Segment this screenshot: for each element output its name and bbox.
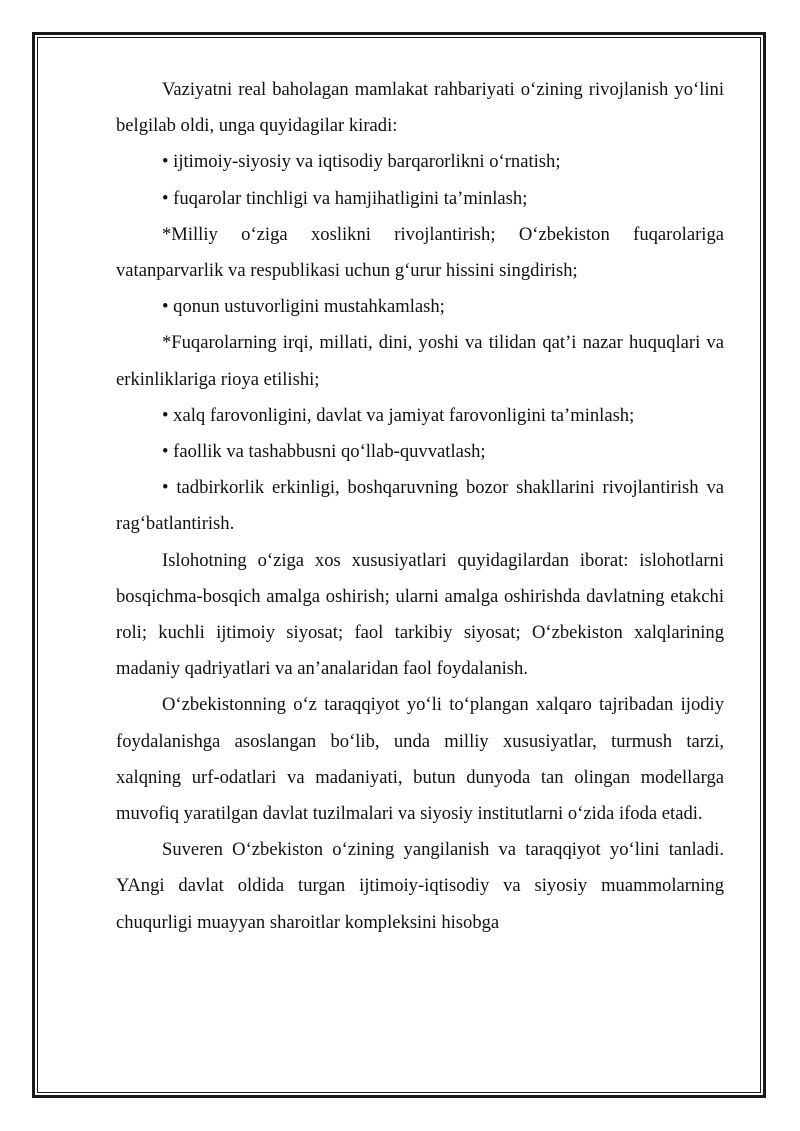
paragraph-development-path: O‘zbekistonning o‘z taraqqiyot yo‘li to‘plangan xalqaro tajribadan ijodiy foydalanishga asoslangan bo‘lib, unda milliy xususiyatlar, turmush tarzi, xalqning urf-odatlari va madaniyati, butun dunyoda tan olingan modellarga muvofiq yaratilgan davlat tuzilmalari va siyosiy institutlarni o‘zida ifoda etadi. (116, 694, 724, 825)
list-item-initiative: • faollik va tashabbusni qo‘llab-quvvatlash; (162, 441, 486, 463)
paragraph-intro: Vaziyatni real baholagan mamlakat rahbariyati o‘zining rivojlanish yo‘lini belgilab oldi, unga quyidagilar kiradi: (116, 79, 724, 137)
list-item-civil-peace: • fuqarolar tinchligi va hamjihatligini ta’minlash; (162, 187, 528, 209)
paragraph-sovereign-uzbekistan: Suveren O‘zbekiston o‘zining yangilanish va taraqqiyot yo‘lini tanladi. YAngi davlat oldida turgan ijtimoiy-iqtisodiy va siyosiy muammolarning chuqurligi muayyan sharoitlar kompleksini hisobga (116, 839, 724, 933)
list-item-entrepreneurship: • tadbirkorlik erkinligi, boshqaruvning bozor shakllarini rivojlantirish va rag‘batlantirish. (116, 477, 724, 535)
document-body (116, 72, 724, 941)
list-item-welfare: • xalq farovonligini, davlat va jamiyat farovonligini ta’minlash; (162, 404, 635, 426)
list-item-national-identity: *Milliy o‘ziga xoslikni rivojlantirish; O‘zbekiston fuqarolariga vatanparvarlik va respublikasi uchun g‘urur hissini singdirish; (116, 223, 724, 282)
paragraph-reform-features: Islohotning o‘ziga xos xususiyatlari quyidagilardan iborat: islohotlarni bosqichma-bosqich amalga oshirish; ularni amalga oshirishda davlatning etakchi roli; kuchli ijtimoiy siyosat; faol tarkibiy siyosat; O‘zbekiston xalqlarining madaniy qadriyatlari va an’analaridan faol foydalanish. (116, 549, 724, 680)
list-item-stability: • ijtimoiy-siyosiy va iqtisodiy barqarorlikni o‘rnatish; (162, 151, 561, 173)
list-item-rule-of-law: • qonun ustuvorligini mustahkamlash; (162, 296, 445, 318)
list-item-human-rights: *Fuqarolarning irqi, millati, dini, yoshi va tilidan qat’i nazar huquqlari va erkinliklariga rioya etilishi; (116, 332, 724, 390)
